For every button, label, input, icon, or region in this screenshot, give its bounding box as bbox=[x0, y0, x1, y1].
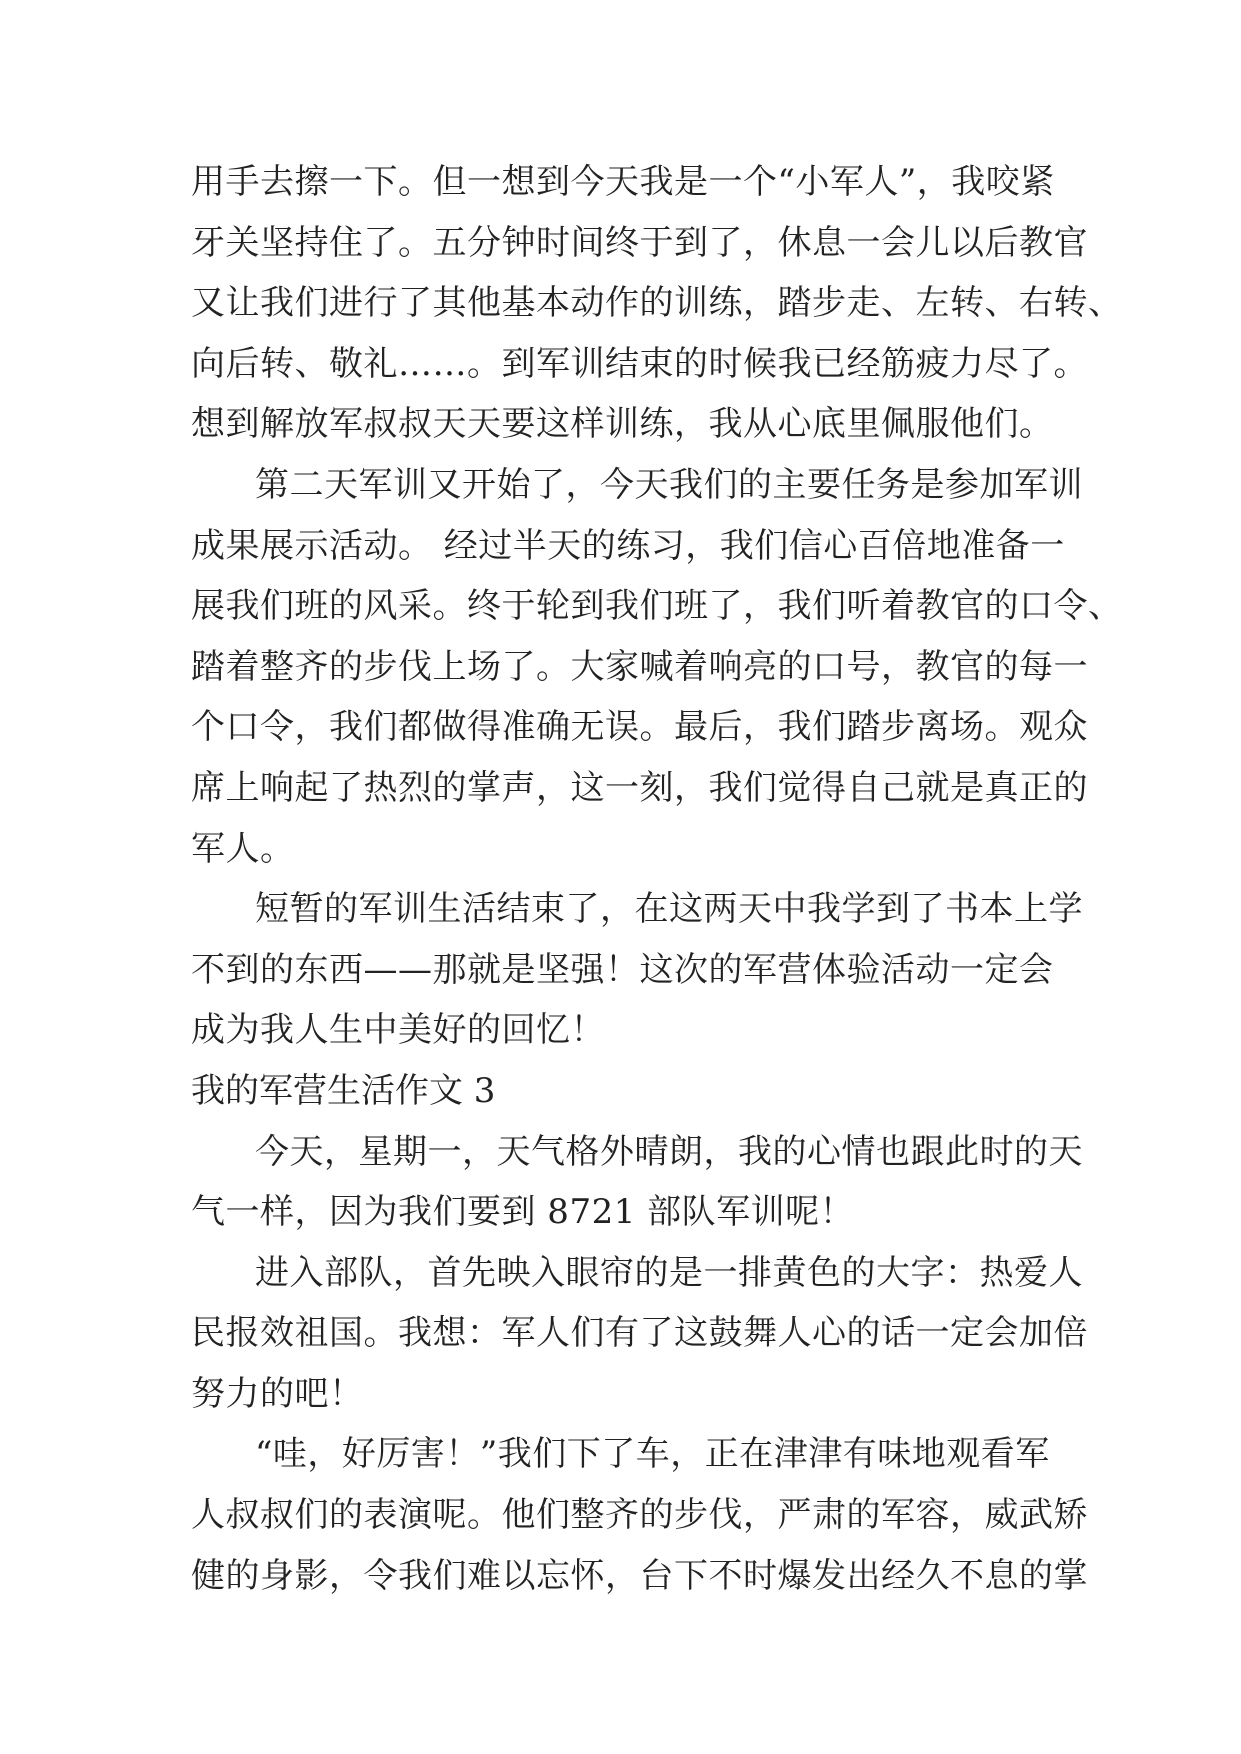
text-line: 气一样，因为我们要到 8721 部队军训呢！ bbox=[191, 1192, 855, 1233]
text-line: 展我们班的风采。终于轮到我们班了，我们听着教官的口令、 bbox=[191, 586, 1123, 627]
text-line: 牙关坚持住了。五分钟时间终于到了，休息一会儿以后教官 bbox=[191, 222, 1088, 263]
paragraph-start-line: 短暂的军训生活结束了，在这两天中我学到了书本上学 bbox=[255, 889, 1083, 930]
text-line: 努力的吧！ bbox=[191, 1373, 364, 1414]
text-line: 又让我们进行了其他基本动作的训练，踏步走、左转、右转、 bbox=[191, 283, 1123, 324]
text-line: 人叔叔们的表演呢。他们整齐的步伐，严肃的军容，威武矫 bbox=[191, 1495, 1088, 1536]
text-line: 成为我人生中美好的回忆！ bbox=[191, 1010, 605, 1051]
paragraph-start-line: 今天，星期一，天气格外晴朗，我的心情也跟此时的天 bbox=[255, 1131, 1083, 1172]
text-line: 踏着整齐的步伐上场了。大家喊着响亮的口号，教官的每一 bbox=[191, 646, 1088, 687]
paragraph-start-line: 第二天军训又开始了，今天我们的主要任务是参加军训 bbox=[255, 464, 1083, 505]
text-line: 成果展示活动。 经过半天的练习，我们信心百倍地准备一 bbox=[191, 525, 1065, 566]
text-line: 席上响起了热烈的掌声，这一刻，我们觉得自己就是真正的 bbox=[191, 767, 1088, 808]
text-line: 用手去擦一下。但一想到今天我是一个“小军人”，我咬紧 bbox=[191, 162, 1055, 202]
text-line: 想到解放军叔叔天天要这样训练，我从心底里佩服他们。 bbox=[191, 404, 1054, 445]
text-line: 健的身影，令我们难以忘怀，台下不时爆发出经久不息的掌 bbox=[191, 1555, 1088, 1596]
document-body bbox=[191, 152, 1123, 1606]
text-line: 向后转、敬礼……。到军训结束的时候我已经筋疲力尽了。 bbox=[191, 343, 1088, 384]
text-line: 个口令，我们都做得准确无误。最后，我们踏步离场。观众 bbox=[191, 707, 1088, 748]
paragraph-start-line: 进入部队，首先映入眼帘的是一排黄色的大字：热爱人 bbox=[255, 1252, 1083, 1293]
text-line: 军人。 bbox=[191, 828, 295, 869]
text-line: 民报效祖国。我想：军人们有了这鼓舞人心的话一定会加倍 bbox=[191, 1313, 1088, 1354]
section-heading: 我的军营生活作文 3 bbox=[191, 1070, 496, 1111]
paragraph-start-line: “哇，好厉害！”我们下了车，正在津津有味地观看军 bbox=[255, 1434, 1050, 1475]
text-line: 不到的东西——那就是坚强！这次的军营体验活动一定会 bbox=[191, 949, 1054, 990]
